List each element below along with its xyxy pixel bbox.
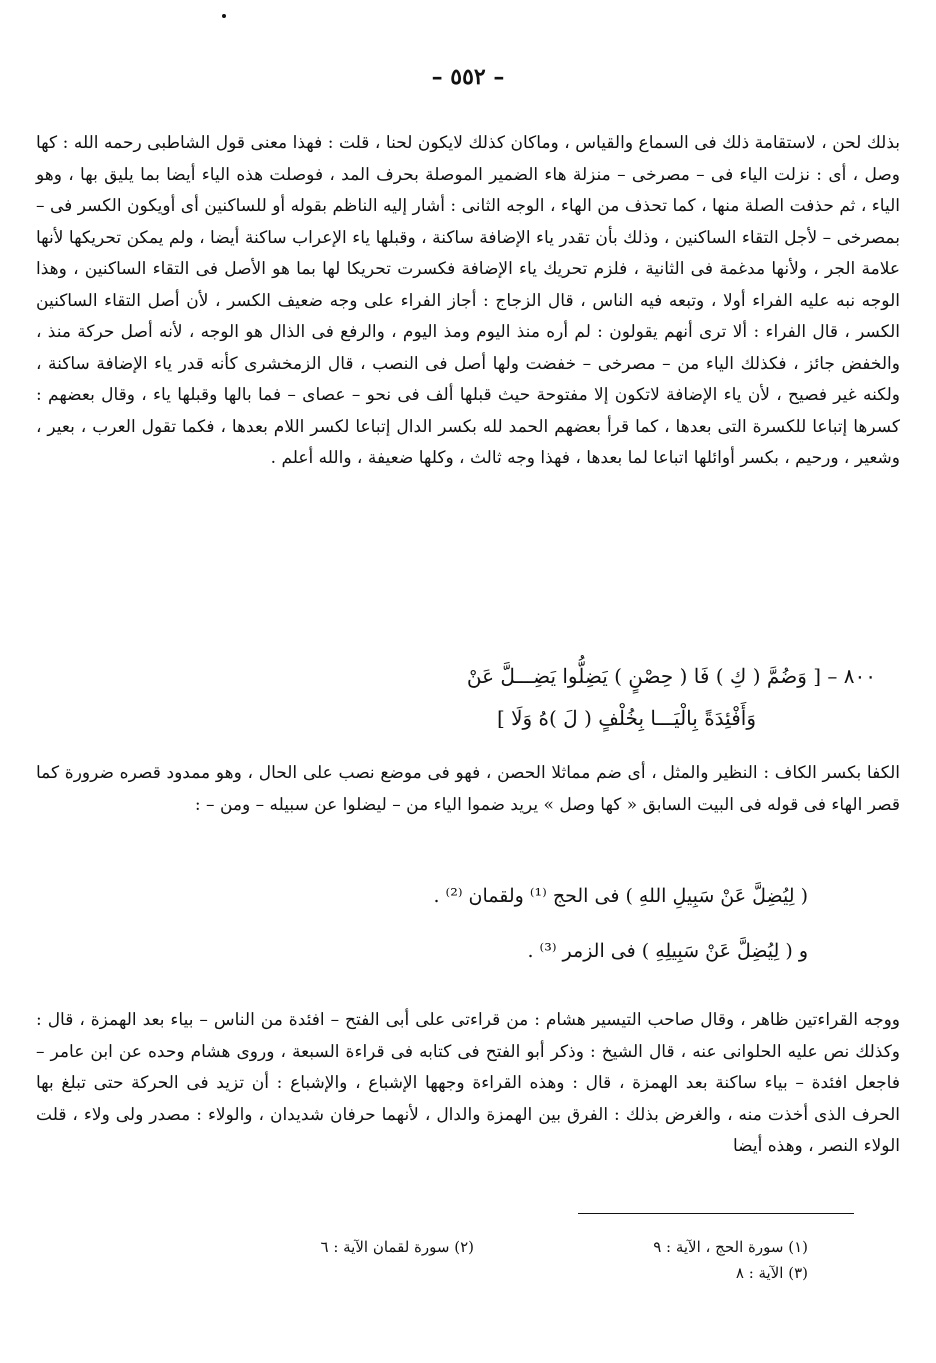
verse-line-2: وَأَفْئِدَةً بِالْيَـــا بِخُلْفٍ ( لَ )هُ وَلَا ] [496, 706, 756, 730]
footnote-divider [578, 1213, 854, 1214]
paragraph-commentary-3: ووجه القراءتين ظاهر ، وقال صاحب التيسير هشام : من قراءتى على أبى الفتح – افئدة من الناس – بياء بعد الهمزة ، قال : وكذلك نص عليه الحلوانى عنه ، قال الشيخ : وذكر أبو الفتح فى كتابه فى قراءة السبعة ، وروى هشام وحده عن ابن عامر – فاجعل افئدة – بياء ساكنة بعد الهمزة ، قال : وهذه القراءة وجهها الإشباع ، والإشباع : أن تزيد فى الحركة حتى تبلغ بها الحرف الذى أخذت منه ، والغرض بذلك : الفرق بين الهمزة والدال ، لأنهما حرفان شديدان ، والولاء : مصدر ولى ولاء ، قلت الولاء النصر ، وهذه أيضا [36, 1010, 900, 1156]
paragraph-commentary-1: بذلك لحن ، لاستقامة ذلك فى السماع والقياس ، وماكان كذلك لايكون لحنا ، قلت : فهذا معنى قول الشاطبى رحمه الله : كها وصل ، أى : نزلت الياء فى – مصرخى – منزلة هاء الضمير الموصلة بحرف المد ، فوصلت هذه الياء أيضا بما يليق بها ، وهو الياء ، ثم حذفت الصلة منها ، كما تحذف من الهاء ، الوجه الثانى : أشار إليه الناظم بقوله أو للساكنين أى أويكون الكسر فى – بمصرخى – لأجل التقاء الساكنين ، وذلك بأن تقدر ياء الإضافة ساكنة ، وقبلها ياء الإعراب ساكنة أيضا ، ولم يمكن تحريكها لأنها علامة الجر ، ولأنها مدغمة فى الثانية ، فلزم تحريك ياء الإضافة فكسرت تحريكا لها بما هو الأصل فى التقاء الساكنين ، وهذا الوجه نبه عليه الفراء أولا ، وتبعه فيه الناس ، قال الزجاج : أجاز الفراء على وجه ضعيف الكسر ، لأن أصل التقاء الساكنين الكسر ، قال الفراء : ألا ترى أنهم يقولون : لم أره منذ اليوم ومذ اليوم ، والرفع فى الذال هو الوجه ، لأنه أصل حركة منذ ، والخفض جائز ، فكذلك الياء من – مصرخى – خفضت ولها أصل فى النصب ، قال الزمخشرى كأنه قدر ياء الإضافة ساكنة ، ولكنه غير فصيح ، لأن ياء الإضافة لاتكون إلا مفتوحة حيث قبلها ألف فى نحو – عصاى – فما بالها وقبلها ياء ، وقال بعضهم : كسرها إتباعا للكسرة التى بعدها ، كما قرأ بعضهم الحمد لله بكسر الدال إتباعا لكسر اللام بعدها ، فكما تقول العرب ، بعير ، وشعير ، ورحيم ، بكسر أوائلها اتباعا لما بعدها ، فهذا وجه ثالث ، وكلها ضعيفة ، والله أعلم . [36, 133, 900, 468]
footnote-2: (٢) سورة لقمان الآية : ٦ [320, 1238, 474, 1256]
page-number: – ٥٥٢ – [431, 64, 505, 90]
paragraph-commentary-2: الكفا بكسر الكاف : النظير والمثل ، أى ضم مماثلا الحصن ، فهو فى موضع نصب على الحال ، وهو ممدود قصره ضرورة كما قصر الهاء فى قوله فى البيت السابق « كها وصل » يريد ضموا الياء من – ليضلوا عن سبيله – ومن – : [36, 763, 900, 815]
quran-quote-1: ( لِيُضِلَّ عَنْ سَبِيلِ اللهِ ) فى الحج ⁽¹⁾ ولقمان ⁽²⁾ . [433, 885, 808, 907]
footnote-3: (٣) الآية : ٨ [735, 1264, 808, 1282]
stray-ink-dot [222, 14, 226, 18]
footnote-1: (١) سورة الحج ، الآية : ٩ [653, 1238, 808, 1256]
quran-quote-2: و ( لِيُضِلَّ عَنْ سَبِيلِهِ ) فى الزمر ⁽³⁾ . [527, 940, 808, 962]
verse-line-1: ٨٠٠ – [ وَضُمَّ ( كِ ) فَا ( حِصْنٍ ) يَضِلُّوا يَضِـــلَّ عَنْ [466, 664, 876, 688]
